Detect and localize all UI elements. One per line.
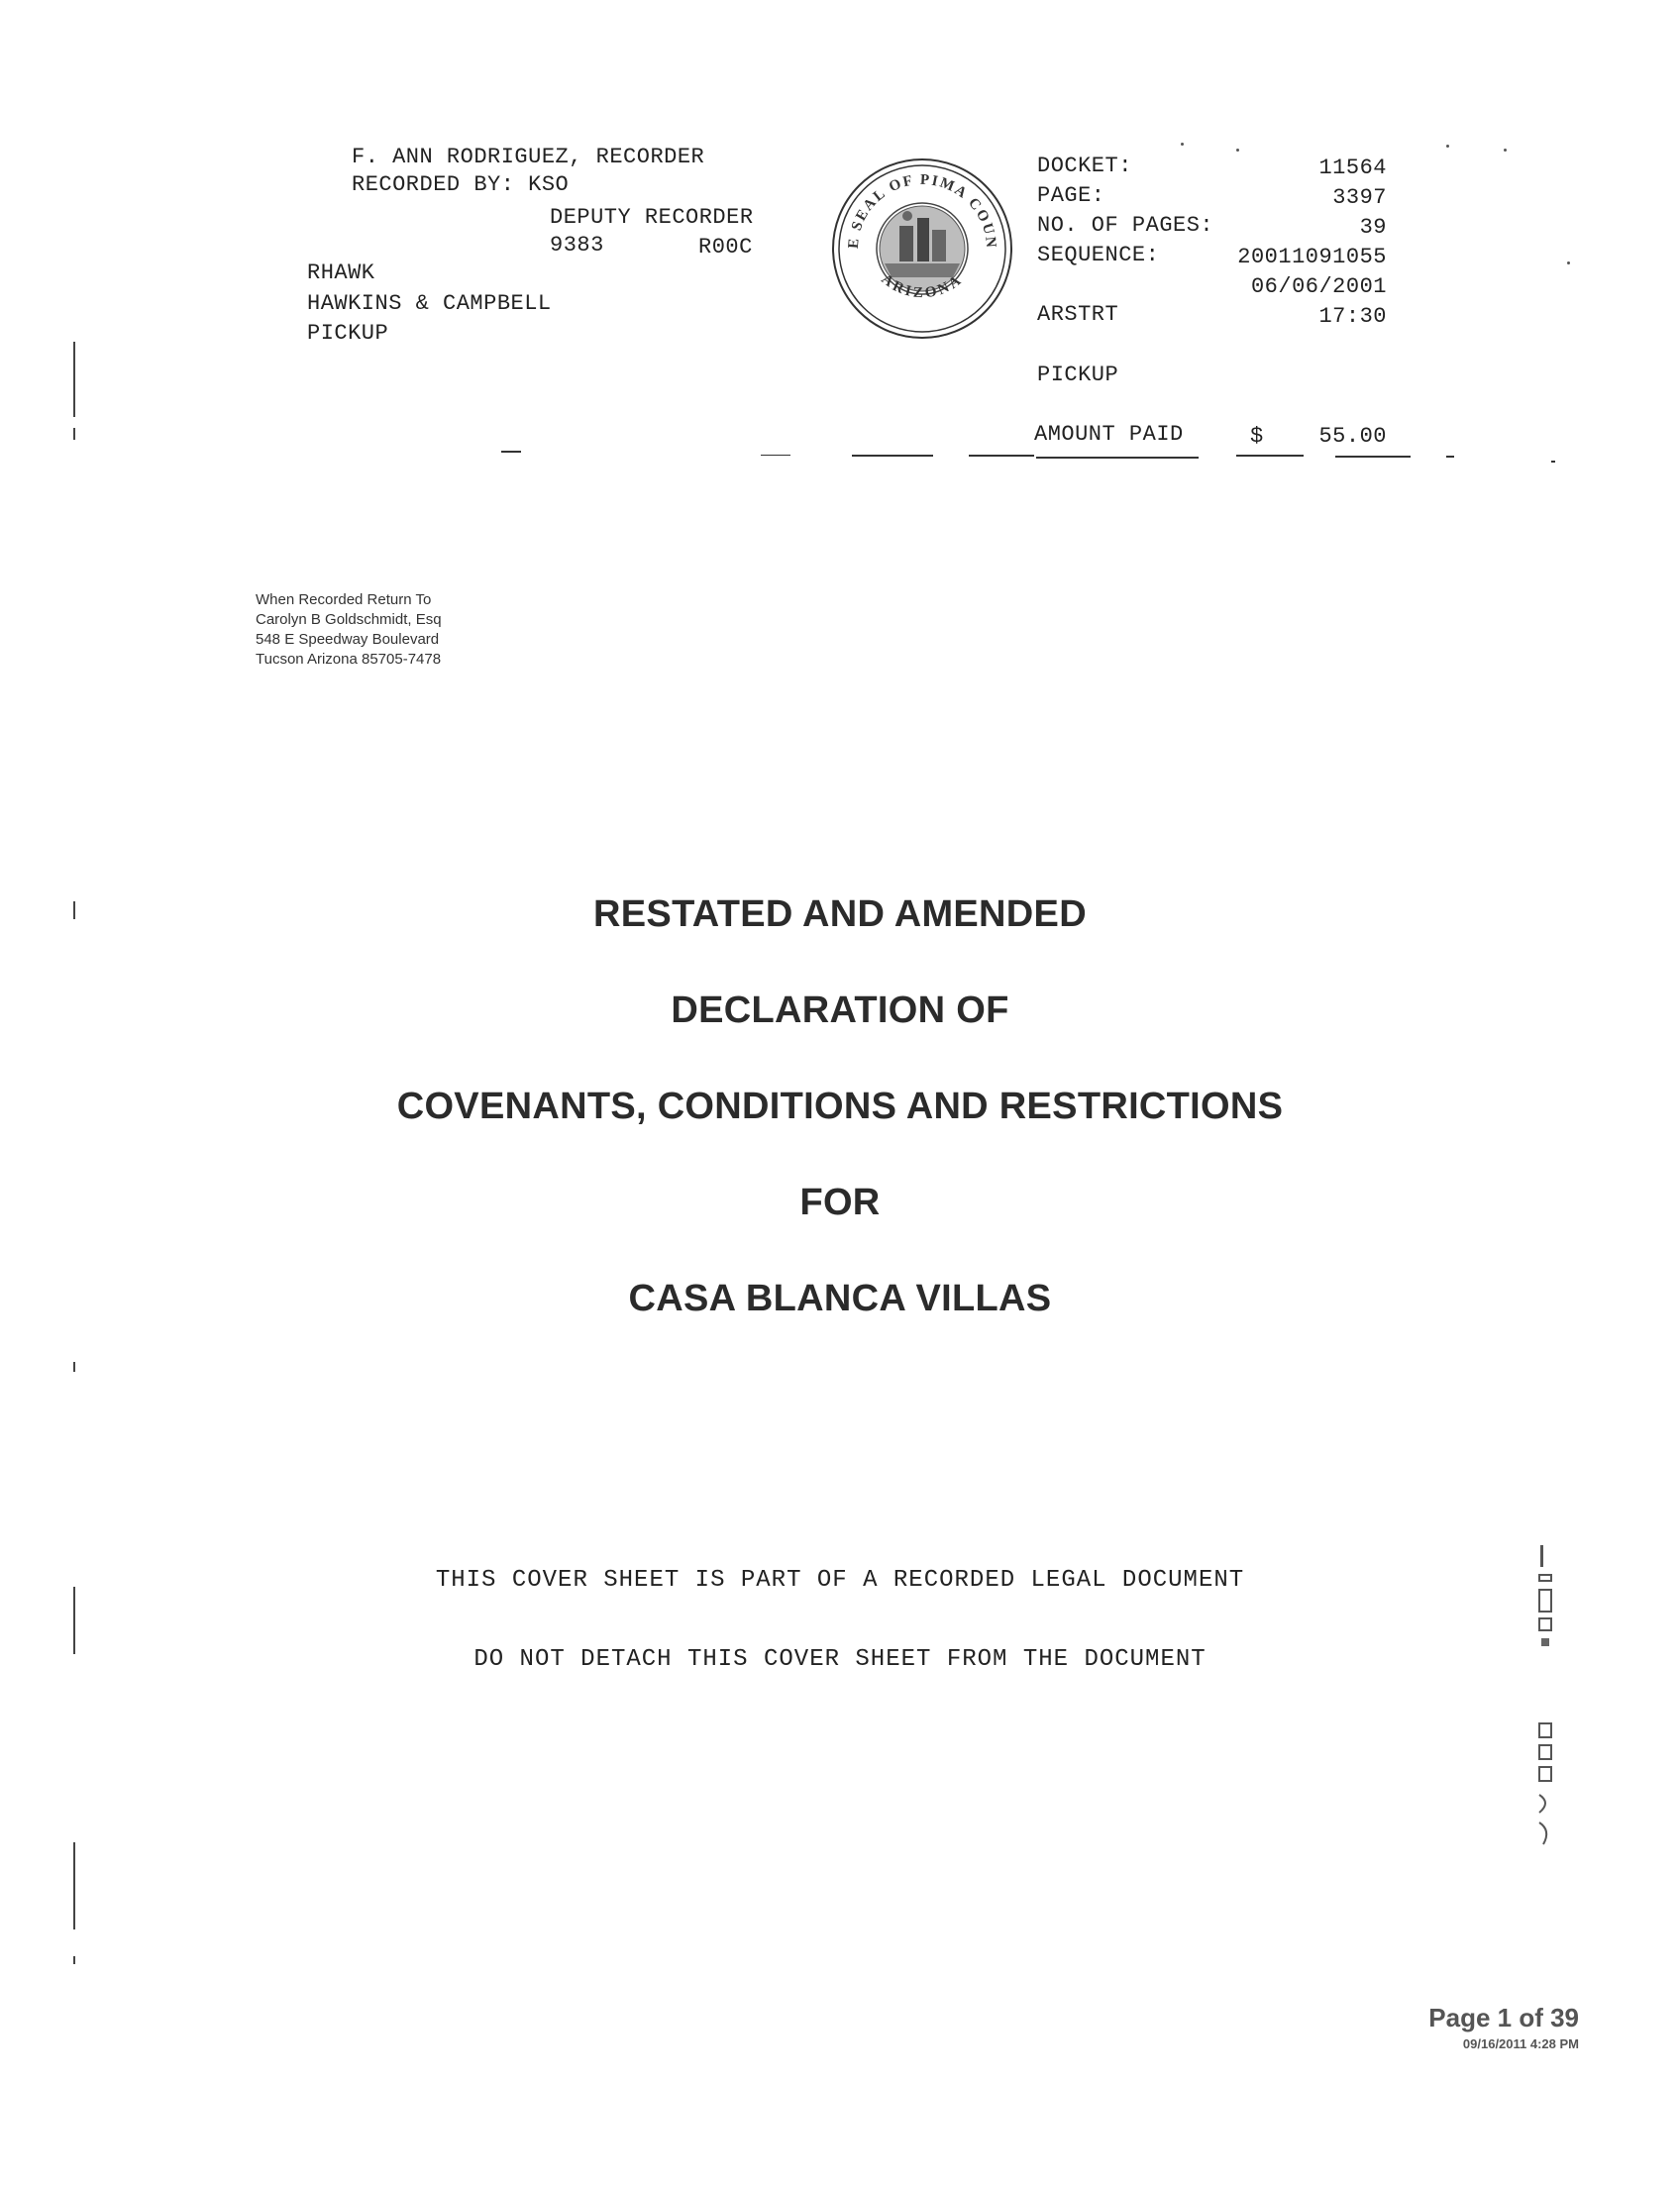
arstrt-label: ARSTRT [1037, 302, 1119, 327]
deputy-recorder: DEPUTY RECORDER [550, 205, 754, 230]
recorder-name: F. ANN RODRIGUEZ, RECORDER [352, 145, 705, 169]
pickup-label-left: PICKUP [307, 321, 389, 346]
recorded-date: 06/06/2001 [1250, 274, 1387, 299]
margin-mark [73, 342, 75, 417]
margin-mark [73, 1587, 75, 1654]
print-timestamp: 09/16/2011 4:28 PM [1462, 2036, 1579, 2051]
header-rule-segment [852, 455, 933, 457]
header-rule-segment [1236, 455, 1304, 457]
county-seal [830, 156, 1014, 341]
margin-mark [73, 1362, 75, 1372]
page-number: Page 1 of 39 [1428, 2003, 1579, 2032]
recorded-time: 17:30 [1318, 304, 1387, 329]
recorder-code-2: R00C [698, 235, 753, 260]
sequence-value: 20011091055 [1237, 245, 1387, 269]
rhawk-code: RHAWK [307, 260, 375, 285]
docket-label: DOCKET: [1037, 154, 1132, 178]
scan-speck [1504, 149, 1507, 152]
cover-sheet-notice-1: THIS COVER SHEET IS PART OF A RECORDED LEGAL DOCUMENT [435, 1567, 1245, 1594]
header-rule-segment [1036, 457, 1199, 459]
margin-mark [73, 1842, 75, 1929]
recorded-by: RECORDED BY: KSO [352, 172, 570, 197]
return-to-street: 548 E Speedway Boulevard [256, 631, 440, 648]
document-title-line-1: RESTATED AND AMENDED [593, 893, 1087, 935]
scan-speck [1567, 261, 1570, 264]
return-to-heading: When Recorded Return To [256, 591, 432, 608]
pickup-label-right: PICKUP [1037, 363, 1119, 387]
scan-speck [1181, 143, 1184, 146]
scan-speck [1446, 145, 1449, 148]
scan-speck [1236, 149, 1239, 152]
pages-label: NO. OF PAGES: [1037, 213, 1214, 238]
firm-name: HAWKINS & CAMPBELL [307, 291, 552, 316]
document-title-line-2: DECLARATION OF [671, 989, 1009, 1031]
sequence-label: SEQUENCE: [1037, 243, 1160, 267]
header-rule-segment [761, 455, 790, 456]
header-rule-segment [1335, 456, 1411, 458]
return-to-name: Carolyn B Goldschmidt, Esq [256, 611, 442, 628]
return-to-city: Tucson Arizona 85705-7478 [256, 651, 442, 668]
header-rule-segment [1551, 461, 1555, 463]
docket-value: 11564 [1318, 156, 1387, 180]
header-rule-segment [969, 455, 1034, 457]
amount-currency: $ [1250, 424, 1264, 449]
amount-paid-value: 55.00 [1318, 424, 1387, 449]
document-title-line-5: CASA BLANCA VILLAS [628, 1278, 1052, 1319]
amount-paid-label: AMOUNT PAID [1034, 422, 1184, 447]
page-label: PAGE: [1037, 183, 1105, 208]
scan-stamp-mark [1531, 1535, 1559, 1862]
seal-top-text: E SEAL OF PIMA COUN [845, 171, 999, 251]
cover-sheet-notice-2: DO NOT DETACH THIS COVER SHEET FROM THE DOCUMENT [473, 1646, 1207, 1673]
margin-mark [73, 428, 75, 440]
pages-value: 39 [1359, 215, 1387, 240]
document-title-line-4: FOR [799, 1182, 881, 1223]
recorder-code-1: 9383 [550, 233, 604, 258]
margin-mark [73, 1956, 75, 1964]
document-title-line-3: COVENANTS, CONDITIONS AND RESTRICTIONS [396, 1086, 1284, 1127]
seal-bottom-text: ARIZONA [878, 270, 967, 302]
header-rule-segment [501, 451, 521, 453]
page-value: 3397 [1332, 185, 1387, 210]
header-rule-segment [1446, 456, 1454, 458]
